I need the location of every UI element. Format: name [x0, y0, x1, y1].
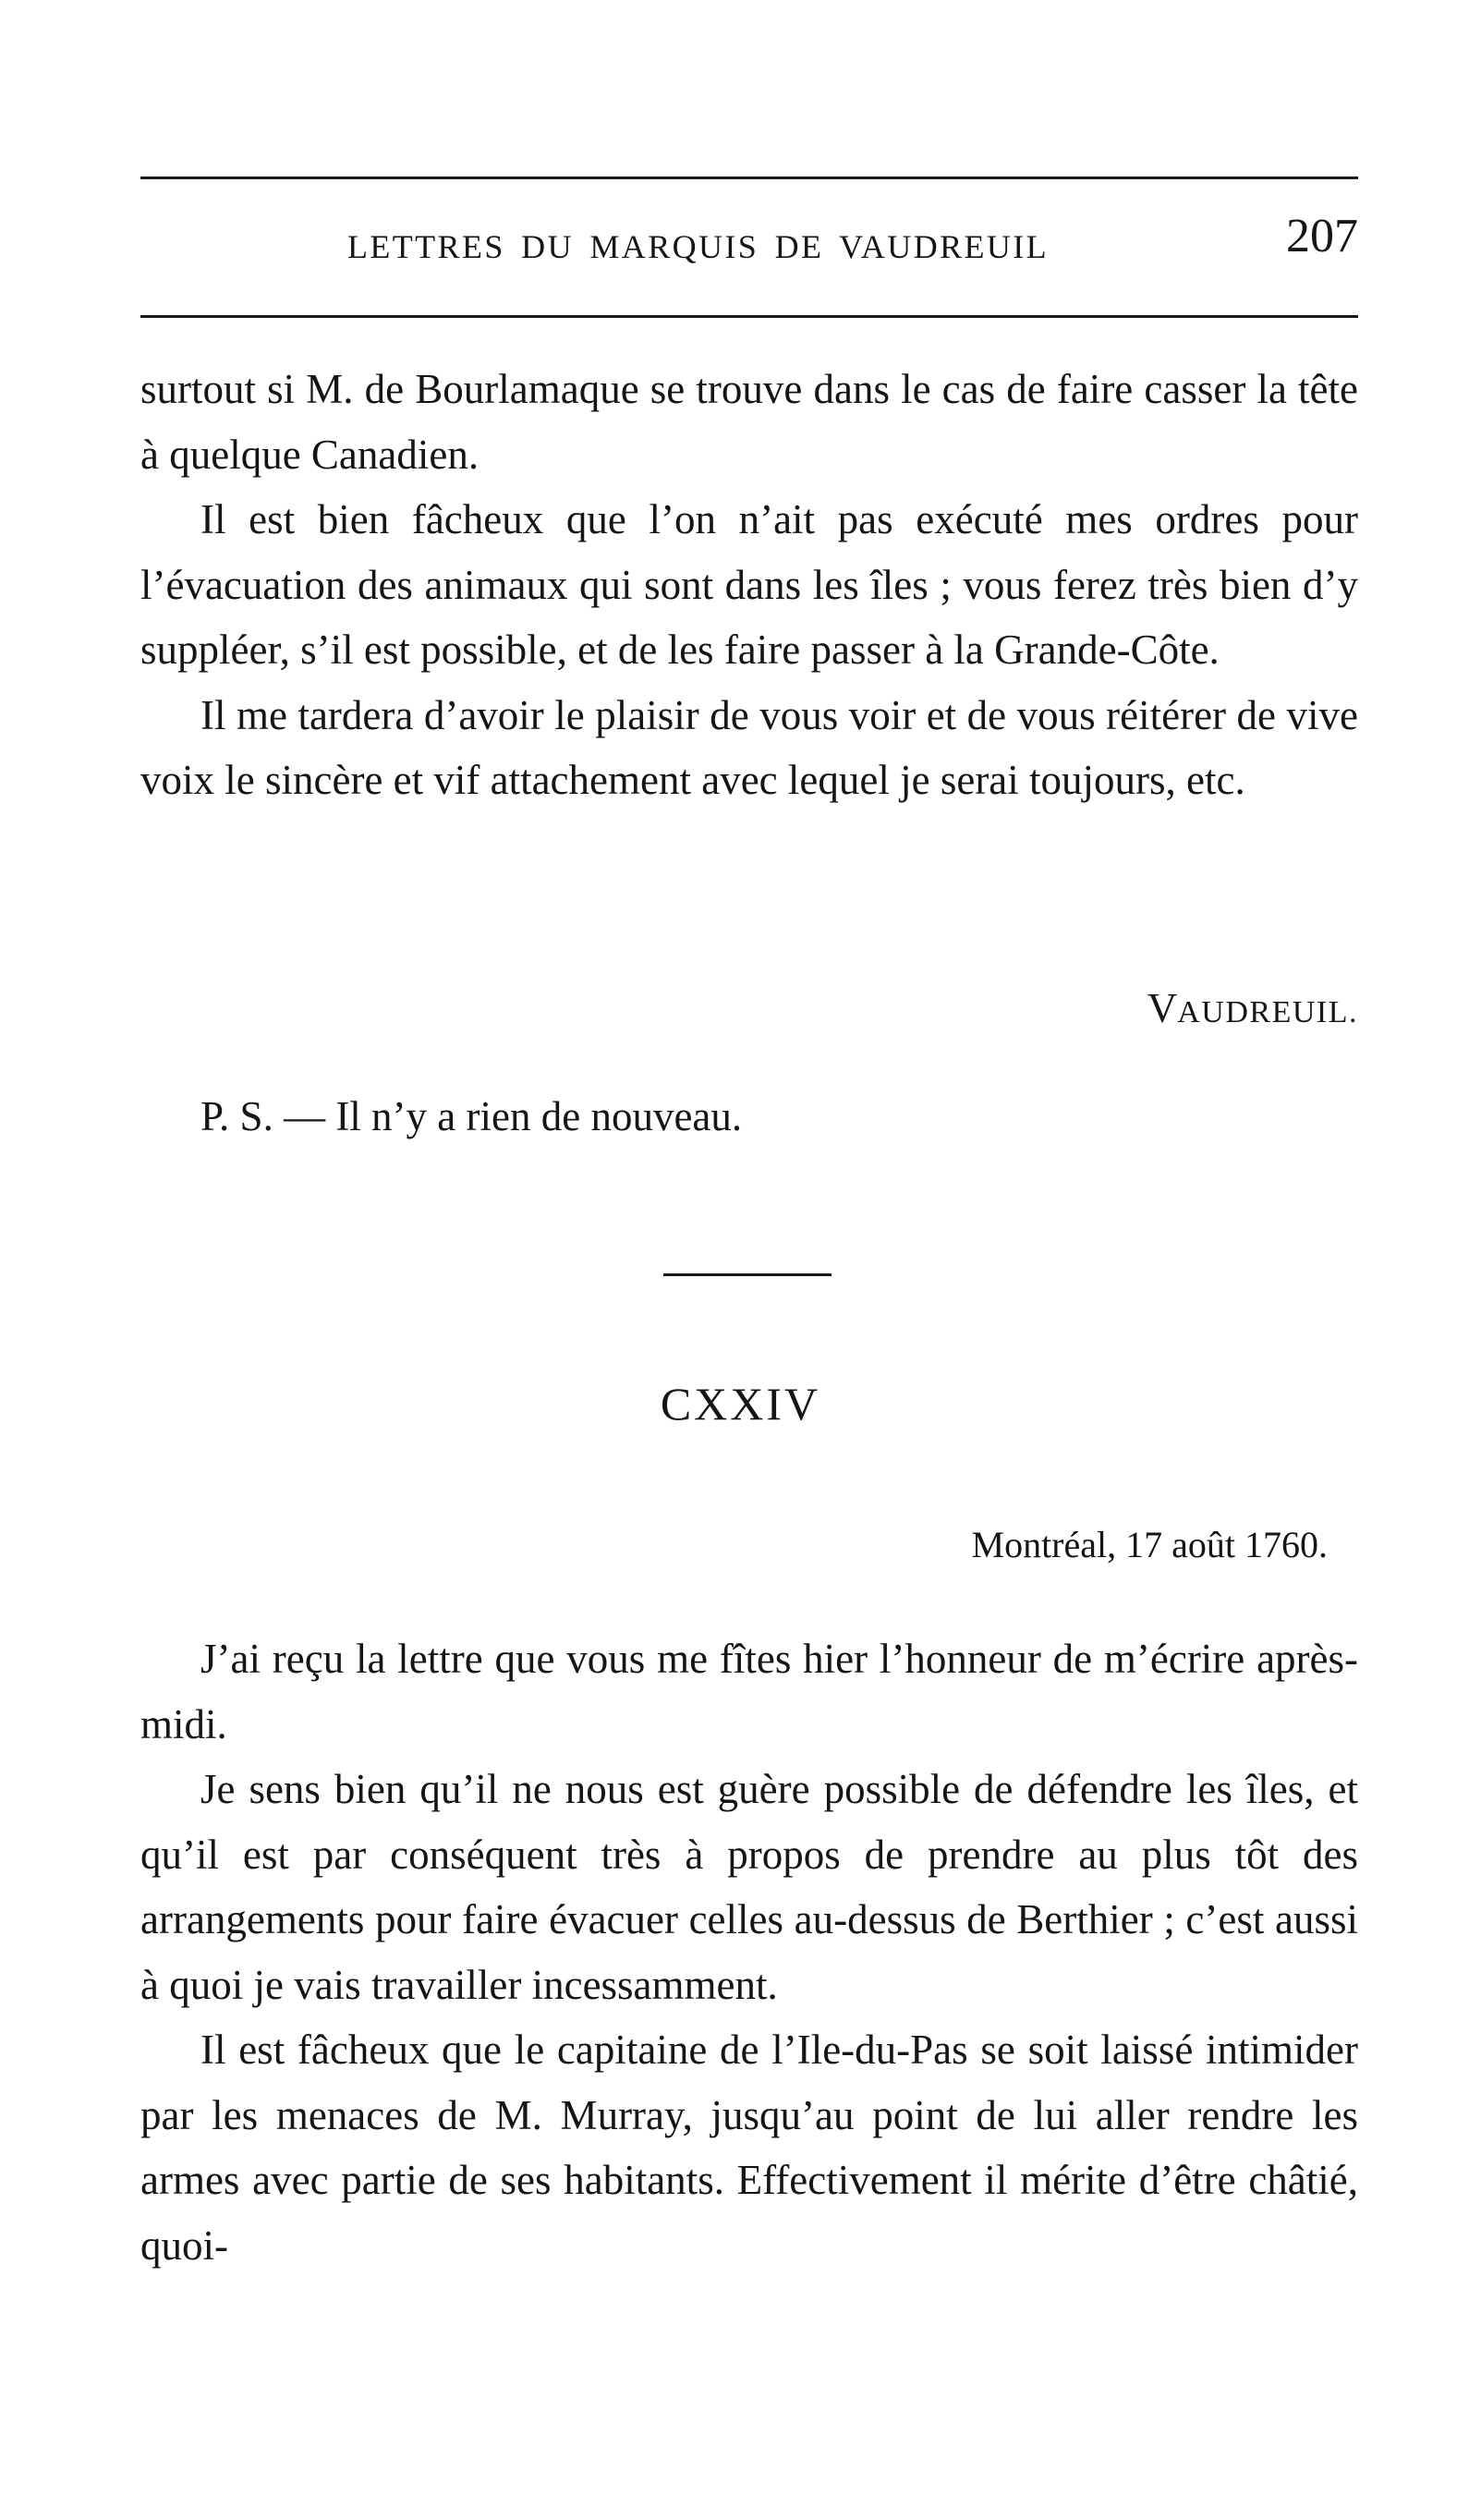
running-title: LETTRES DU MARQUIS DE VAUDREUIL: [347, 228, 1050, 265]
signature-rest: AUDREUIL.: [1177, 995, 1358, 1029]
paragraph: Il est fâcheux que le capitaine de l’Ile-du-Pas se soit laissé intimider par les menaces de M. Murray, jusqu’au point de lui aller rendre les armes avec partie de ses habitants. Effectivement il mérite d’être châtié, quoi-: [140, 2027, 1358, 2269]
header-top-rule: [140, 177, 1358, 179]
postscript: P. S. — Il n’y a rien de nouveau.: [200, 1093, 743, 1139]
letter-continuation-text: [140, 357, 1358, 813]
page-number: 207: [1286, 210, 1358, 262]
running-header: [140, 209, 1358, 283]
signature-initial: V: [1147, 985, 1178, 1031]
paragraph: J’ai reçu la lettre que vous me fîtes hier l’honneur de m’écrire après-midi.: [140, 1636, 1358, 1747]
paragraph: Il me tardera d’avoir le plaisir de vous voir et de vous réitérer de vive voix le sincère et vif attachement avec lequel je serai toujours, etc.: [140, 691, 1358, 803]
letter-number-heading: CXXIV: [660, 1378, 821, 1430]
paragraph: Il est bien fâcheux que l’on n’ait pas exécuté mes ordres pour l’évacuation des animaux qui sont dans les îles ; vous ferez très bien d’y suppléer, s’il est possible, et de les faire passer à la Grande-Côte.: [140, 496, 1358, 673]
signature: [1147, 984, 1358, 1032]
header-bottom-rule: [140, 315, 1358, 318]
section-divider: [663, 1273, 832, 1276]
paragraph: Je sens bien qu’il ne nous est guère possible de défendre les îles, et qu’il est par conséquent très à propos de prendre au plus tôt des arrangements pour faire évacuer celles au-dessus de Berthier ; c’est aussi à quoi je vais travailler incessamment.: [140, 1766, 1358, 2008]
paragraph: surtout si M. de Bourlamaque se trouve dans le cas de faire casser la tête à quelque Canadien.: [140, 366, 1358, 478]
dateline: Montréal, 17 août 1760.: [971, 1524, 1328, 1565]
letter-body-text: [140, 1626, 1358, 2278]
